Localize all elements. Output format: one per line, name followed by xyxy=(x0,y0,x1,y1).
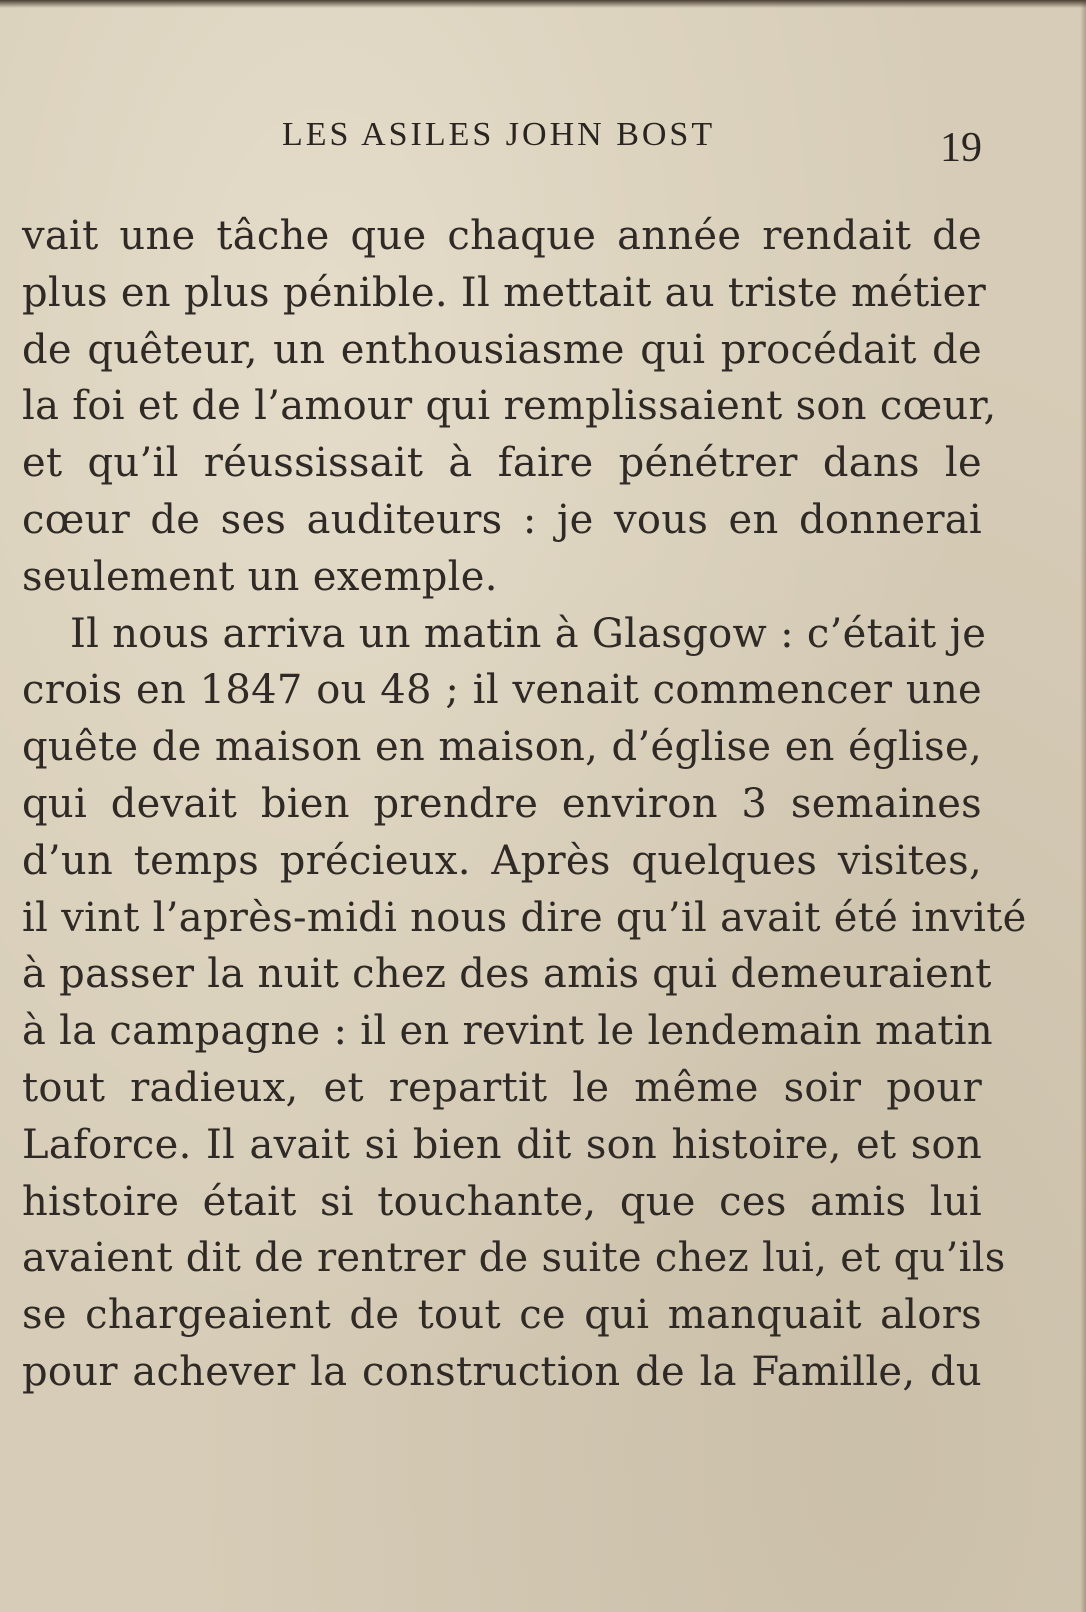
body-text xyxy=(22,208,1027,1401)
page-right-edge xyxy=(1080,0,1086,1612)
text-line: quête de maison en maison, d’église en église, xyxy=(22,724,982,771)
text-line: la foi et de l’amour qui remplissaient son cœur, xyxy=(22,383,997,430)
text-line: qui devait bien prendre environ 3 semaines xyxy=(22,780,982,827)
text-line: à la campagne : il en revint le lendemain matin xyxy=(22,1008,993,1055)
text-line: d’un temps précieux. Après quelques visites, xyxy=(22,837,982,884)
text-line: avaient dit de rentrer de suite chez lui, et qu’ils xyxy=(22,1235,1006,1282)
page-top-edge xyxy=(0,0,1086,8)
text-line: cœur de ses auditeurs : je vous en donnerai xyxy=(22,496,982,543)
text-line: se chargeaient de tout ce qui manquait alors xyxy=(22,1292,982,1339)
text-line: Laforce. Il avait si bien dit son histoire, et son xyxy=(22,1121,982,1168)
text-line: pour achever la construction de la Famille, du xyxy=(22,1348,982,1395)
page-number: 19 xyxy=(940,125,982,171)
text-line: histoire était si touchante, que ces amis lui xyxy=(22,1178,982,1225)
text-line: il vint l’après-midi nous dire qu’il avait été invité xyxy=(22,894,1027,941)
running-title: LES ASILES JOHN BOST xyxy=(282,116,716,153)
text-line: Il nous arriva un matin à Glasgow : c’était je xyxy=(70,610,987,657)
text-line: seulement un exemple. xyxy=(22,553,498,600)
text-line: crois en 1847 ou 48 ; il venait commencer une xyxy=(22,667,982,714)
text-line: de quêteur, un enthousiasme qui procédait de xyxy=(22,326,982,373)
text-line: vait une tâche que chaque année rendait de xyxy=(22,213,982,259)
text-line: et qu’il réussissait à faire pénétrer dans le xyxy=(22,440,982,487)
text-line: tout radieux, et repartit le même soir pour xyxy=(22,1064,982,1111)
text-line: à passer la nuit chez des amis qui demeuraient xyxy=(22,951,992,998)
text-line: plus en plus pénible. Il mettait au triste métier xyxy=(22,269,987,316)
